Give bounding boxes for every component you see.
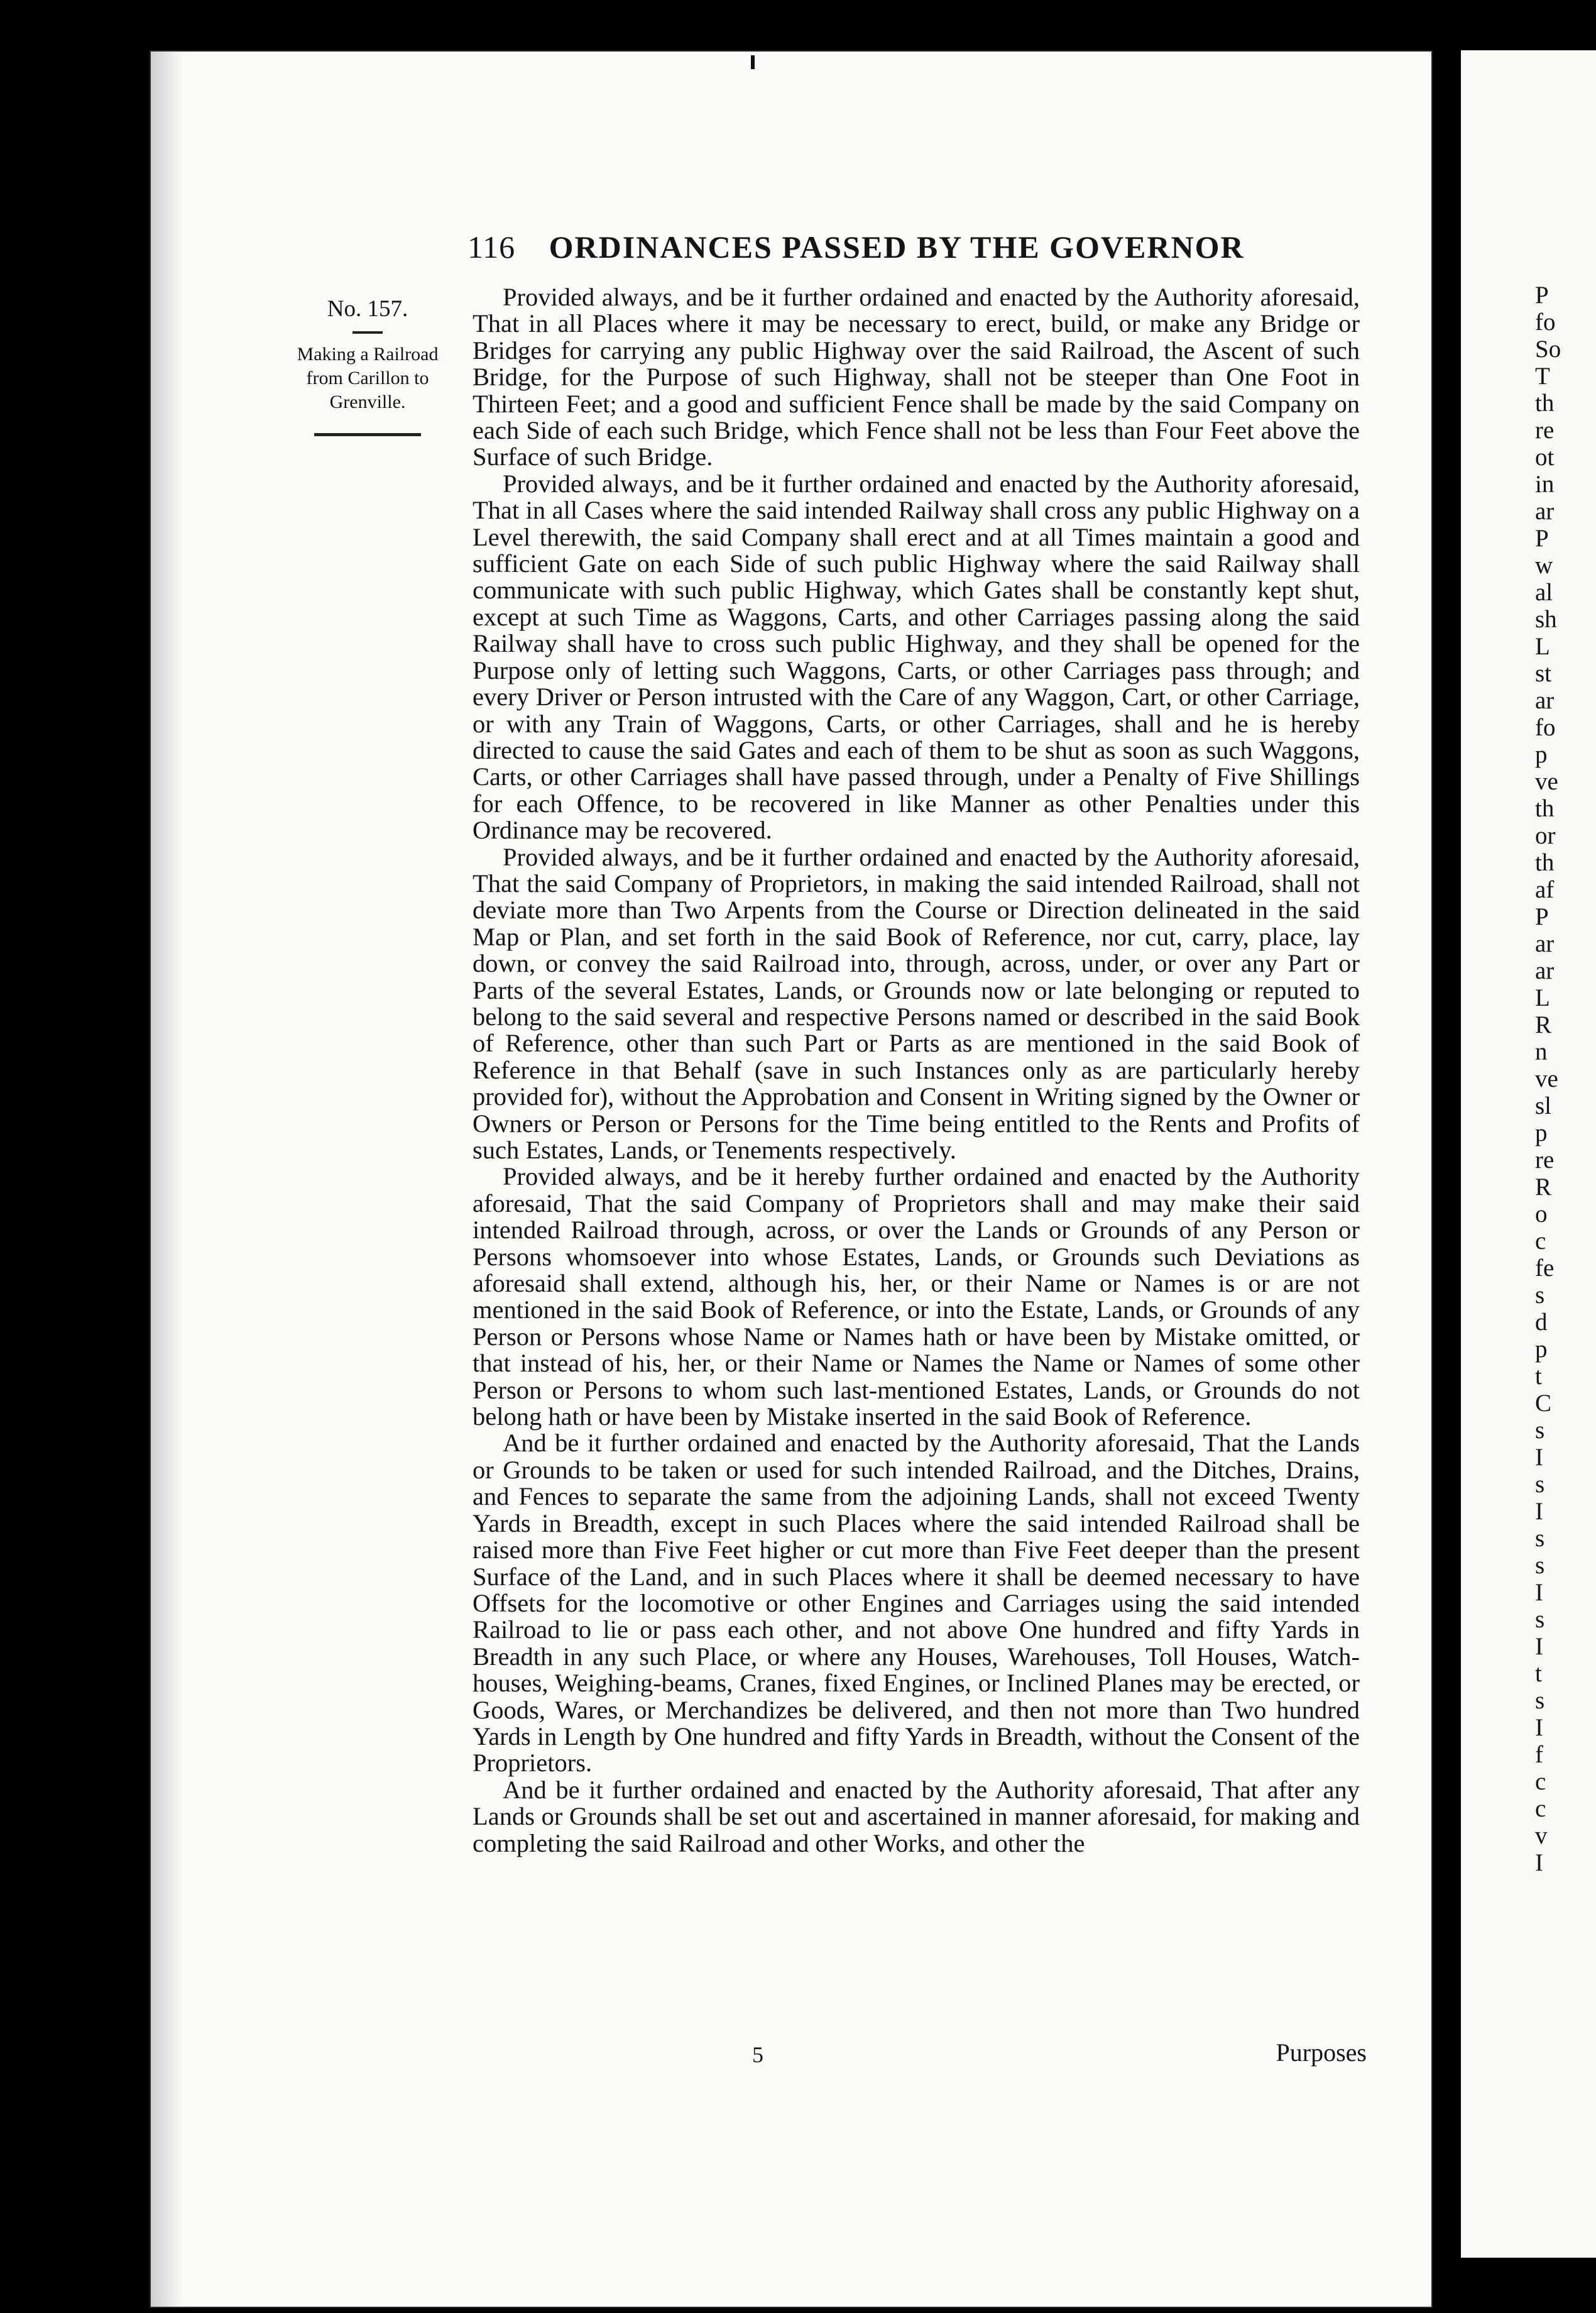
facing-page-fragment: ar — [1535, 687, 1555, 714]
side-note-line: Grenville. — [329, 392, 406, 412]
paragraph: And be it further ordained and enacted by the Authority aforesaid, That the Lands or Grounds to be taken or used for such intended Railroad, and the Ditches, Drains, and Fences to separate the same from the adjoining Lands, shall not exceed Twenty Yards in Breadth, except in such Places where the said intended Railroad shall be raised more than Five Feet higher or cut more than Five Feet deeper than the present Surface of the Land, and in such Places where it shall be deemed necessary to have Offsets for the locomotive or other Engines and Carriages using the said intended Railroad to lie or pass each other, and not above One hundred and fifty Yards in Breadth in any such Place, or where any Houses, Warehouses, Toll Houses, Watch-houses, Weighing-beams, Cranes, fixed Engines, or Inclined Planes may be erected, or Goods, Wares, or Merchandizes be delivered, and then not more than Two hundred Yards in Length by One hundred and fifty Yards in Breadth, without the Consent of the Proprietors. — [473, 1429, 1360, 1777]
facing-page-fragment: ar — [1535, 498, 1555, 525]
facing-page-fragment: s — [1535, 1282, 1545, 1309]
facing-page-fragment: s — [1535, 1552, 1545, 1579]
facing-page-fragment: af — [1535, 876, 1555, 903]
side-note — [292, 343, 443, 414]
facing-page-fragment: R — [1535, 1011, 1552, 1038]
facing-page-fragment: P — [1535, 282, 1549, 309]
facing-page-fragment: ot — [1535, 444, 1555, 471]
facing-page-fragment: s — [1535, 1525, 1545, 1552]
facing-page-fragment: c — [1535, 1768, 1546, 1795]
paragraph: Provided always, and be it hereby further ordained and enacted by the Authority aforesaid, That the said Company of Proprietors shall and may make their said intended Railroad through, across, or over the Lands or Grounds of any Person or Persons whomsoever into whose Estates, Lands, or Grounds such Deviations as aforesaid shall extend, although his, her, or their Name or Names is or are not mentioned in the said Book of Reference, or into the Estate, Lands, or Grounds of any Person or Persons whose Name or Names hath or have been by Mistake omitted, or that instead of his, her, or their Name or Names the Name or Names of some other Person or Persons to whom such last-mentioned Estates, Lands, or Grounds do not belong hath or have been by Mistake inserted in the said Book of Reference. — [473, 1162, 1360, 1431]
facing-page-fragment: v — [1535, 1822, 1548, 1849]
facing-page-fragment: L — [1535, 633, 1550, 660]
facing-page-fragment: R — [1535, 1173, 1552, 1200]
facing-page-fragment: I — [1535, 1498, 1543, 1525]
paragraph: And be it further ordained and enacted by the Authority aforesaid, That after any Lands or Grounds shall be set out and ascertained in manner aforesaid, for making and completing the said Railroad and other Works, and other the — [473, 1775, 1360, 1857]
facing-page-fragment: ve — [1535, 1065, 1558, 1092]
margin-note — [292, 295, 443, 436]
facing-page-fragment: re — [1535, 1146, 1555, 1173]
facing-page-fragment: s — [1535, 1687, 1545, 1714]
facing-page-fragment: I — [1535, 1579, 1543, 1606]
margin-dash — [353, 331, 383, 334]
margin-rule — [314, 433, 421, 436]
facing-page-fragment: s — [1535, 1417, 1545, 1444]
facing-page-fragment: t — [1535, 1660, 1542, 1687]
page-title: ORDINANCES PASSED BY THE GOVERNOR — [549, 229, 1245, 265]
facing-page-fragment: st — [1535, 660, 1552, 687]
facing-page-fragment: sl — [1535, 1092, 1552, 1119]
facing-page-fragment: P — [1535, 903, 1549, 930]
facing-page-fragment: n — [1535, 1038, 1548, 1065]
facing-page-fragment: fo — [1535, 714, 1556, 741]
facing-page — [1461, 50, 1596, 2258]
facing-page-fragment: f — [1535, 1741, 1543, 1768]
side-note-line: from Carillon to — [306, 368, 429, 388]
scan-speck — [751, 55, 755, 69]
running-header — [467, 229, 1245, 265]
facing-page-fragment: So — [1535, 336, 1561, 363]
facing-page-fragment: al — [1535, 579, 1553, 606]
side-note-line: Making a Railroad — [297, 344, 439, 365]
binding-shadow — [151, 52, 183, 2307]
ordinance-number: No. 157. — [327, 296, 408, 322]
facing-page-fragment: s — [1535, 1471, 1545, 1498]
paragraph: Provided always, and be it further ordained and enacted by the Authority aforesaid, That in all Cases where the said intended Railway shall cross any public Highway on a Level therewith, the said Company shall erect and at all Times maintain a good and sufficient Gate on each Side of such public Highway where the said Railway shall communicate with such public Highway, which Gates shall be constantly kept shut, except at such Time as Waggons, Carts, and other Carriages passing along the said Railway shall have to cross such public Highway, and they shall be opened for the Purpose only of letting such Waggons, Carts, or other Carriages pass through; and every Driver or Person intrusted with the Care of any Waggon, Cart, or other Carriage, or with any Train of Waggons, Carts, or other Carriages, shall and he is hereby directed to cause the said Gates and each of them to be shut as soon as such Waggons, Carts, or other Carriages shall have passed through, under a Penalty of Five Shillings for each Offence, to be recovered in like Manner as other Penalties under this Ordinance may be recovered. — [473, 469, 1360, 845]
paragraph: Provided always, and be it further ordained and enacted by the Authority aforesaid, That in all Places where it may be necessary to erect, build, or make any Bridge or Bridges for carrying any public Highway over the said Railroad, the Ascent of such Bridge, for the Purpose of such Highway, shall not be steeper than One Foot in Thirteen Feet; and a good and sufficient Fence shall be made by the said Company on each Side of each such Bridge, which Fence shall not be less than Four Feet above the Surface of such Bridge. — [473, 283, 1360, 471]
facing-page-fragment: fe — [1535, 1255, 1555, 1282]
facing-page-fragment: in — [1535, 471, 1555, 498]
facing-page-fragment: th — [1535, 849, 1555, 876]
facing-page-fragment: c — [1535, 1795, 1546, 1822]
facing-page-fragment: w — [1535, 552, 1553, 579]
facing-page-fragment: re — [1535, 417, 1555, 444]
facing-page-fragment: c — [1535, 1228, 1546, 1255]
facing-page-fragment: T — [1535, 363, 1550, 390]
page-number: 116 — [467, 229, 516, 265]
facing-page-fragment: p — [1535, 741, 1548, 768]
facing-page-fragment: ar — [1535, 957, 1555, 984]
facing-page-fragment: s — [1535, 1606, 1545, 1633]
facing-page-fragment: p — [1535, 1119, 1548, 1146]
facing-page-fragment: or — [1535, 822, 1556, 849]
facing-page-fragment: th — [1535, 795, 1555, 822]
facing-page-fragment: o — [1535, 1200, 1548, 1228]
facing-page-fragment: fo — [1535, 309, 1556, 336]
facing-page-fragment: C — [1535, 1390, 1552, 1417]
facing-page-fragment: ve — [1535, 768, 1558, 795]
facing-page-fragment: ar — [1535, 930, 1555, 957]
facing-page-fragment: L — [1535, 984, 1550, 1011]
facing-page-fragment: P — [1535, 525, 1549, 552]
paragraph: Provided always, and be it further ordained and enacted by the Authority aforesaid, That the said Company of Proprietors, in making the said intended Railroad, shall not deviate more than Two Arpents from the Course or Direction delineated in the said Map or Plan, and set forth in the said Book of Reference, nor cut, carry, place, lay down, or convey the said Railroad into, through, across, under, or over any Part or Parts of the several Estates, Lands, or Grounds now or late belonging or reputed to belong to the said several and respective Persons named or described in the said Book of Reference, other than such Part or Parts as are mentioned in the said Book of Reference in that Behalf (save in such Instances only as are particularly hereby provided for), without the Approbation and Consent in Writing signed by the Owner or Owners or Person or Persons for the Time being entitled to the Rents and Profits of such Estates, Lands, or Tenements respectively. — [473, 842, 1360, 1164]
facing-page-fragment: I — [1535, 1849, 1543, 1876]
catchword: Purposes — [1276, 2038, 1367, 2067]
facing-page-fragment: d — [1535, 1309, 1548, 1336]
facing-page-fragment: I — [1535, 1633, 1543, 1660]
facing-page-fragment: t — [1535, 1363, 1542, 1390]
facing-page-fragment: I — [1535, 1444, 1543, 1471]
facing-page-fragment: th — [1535, 390, 1555, 417]
body-text — [473, 284, 1360, 1857]
facing-page-fragment: sh — [1535, 606, 1557, 633]
facing-page-fragment: I — [1535, 1714, 1543, 1741]
signature-mark: 5 — [752, 2042, 763, 2067]
facing-page-fragment: p — [1535, 1336, 1548, 1363]
